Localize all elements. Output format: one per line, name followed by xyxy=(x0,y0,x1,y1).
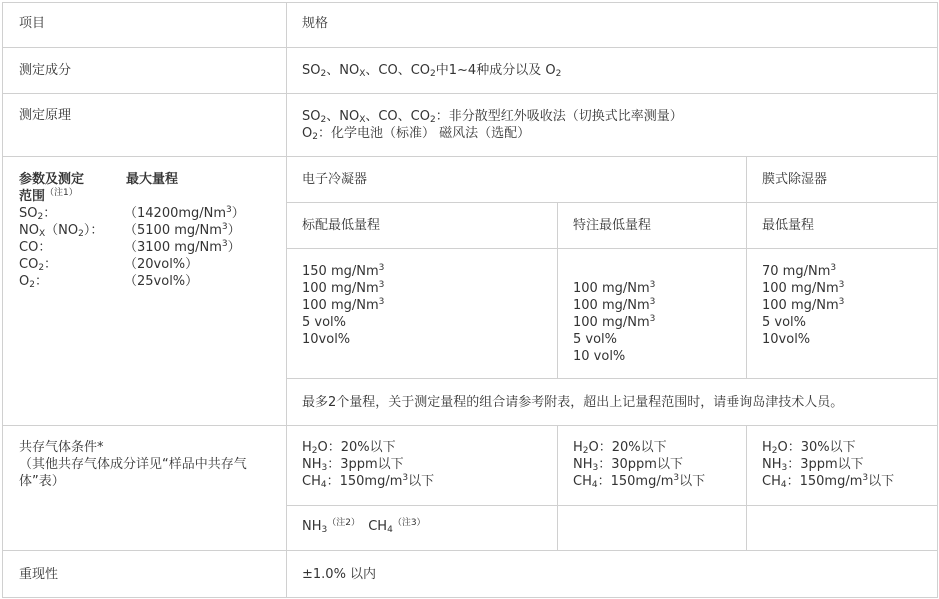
special-min-value: 100 mg/Nm$^3$ xyxy=(573,297,656,313)
special-min-value: 100 mg/Nm$^3$ xyxy=(573,314,656,330)
coexist-h2o: $H_2O$：30%以下 xyxy=(762,440,856,456)
measure-components-value: $SO_2$、$NO_X$、CO、$CO_2$中1~4种成分以及 $O_2$ xyxy=(302,63,562,79)
coexist-ch4: $CH_4$：$150mg/m^3$以下 xyxy=(302,473,435,490)
special-min-value: 100 mg/Nm$^3$ xyxy=(573,280,656,296)
coexist-nh3: $NH_3$：3ppm以下 xyxy=(302,457,404,473)
coexist-label: 共存气体条件* （其他共存气体成分详见“样品中共存气 体”表） xyxy=(19,440,247,489)
gas-so2: $SO_2$： xyxy=(19,206,57,222)
measure-components-label: 测定成分 xyxy=(19,63,72,78)
row-divider xyxy=(2,156,938,157)
col-divider xyxy=(2,2,3,598)
std-min-values xyxy=(302,263,384,348)
row-divider xyxy=(286,248,938,249)
coexist-nh3: $NH_3$：3ppm以下 xyxy=(762,457,864,473)
membrane-min-value: 100 mg/Nm$^3$ xyxy=(762,280,845,296)
row-divider xyxy=(2,93,938,94)
max-range-list xyxy=(124,205,245,290)
cooler-header: 电子冷凝器 xyxy=(302,172,368,187)
membrane-min-values xyxy=(762,263,844,348)
special-min-value: 5 vol% xyxy=(573,332,618,347)
principle-line-1: $SO_2$、$NO_X$、CO、$CO_2$：非分散型红外吸收法（切换式比率测量） xyxy=(302,109,683,125)
gas-o2: $O_2$： xyxy=(19,274,48,290)
repeatability-label: 重现性 xyxy=(19,567,59,582)
row-divider xyxy=(286,202,938,203)
row-divider xyxy=(286,505,938,506)
membrane-header: 膜式除湿器 xyxy=(762,172,828,187)
membrane-min-value: 70 mg/Nm$^3$ xyxy=(762,263,837,279)
special-min-values xyxy=(573,280,655,365)
measure-principle-label: 测定原理 xyxy=(19,108,72,123)
membrane-min-value: 10vol% xyxy=(762,332,811,347)
header-spec: 规格 xyxy=(302,16,329,31)
max-range-header: 最大量程 xyxy=(126,172,179,187)
row-divider xyxy=(2,47,938,48)
coexist-std xyxy=(302,439,434,490)
std-min-value: 150 mg/Nm$^3$ xyxy=(302,263,385,279)
repeatability-value: ±1.0% 以内 xyxy=(302,567,377,582)
coexist-h2o: $H_2O$：20%以下 xyxy=(302,440,396,456)
gas-co2: $CO_2$： xyxy=(19,257,58,273)
gas-list xyxy=(19,205,103,290)
coexist-nh3: $NH_3$：30ppm以下 xyxy=(573,457,683,473)
special-min-header: 特注最低量程 xyxy=(573,218,652,233)
special-min-value: 10 vol% xyxy=(573,349,626,364)
max-range-o2: （25vol%） xyxy=(124,274,199,289)
range-note: 最多2个量程，关于测定量程的组合请参考附表，超出上记量程范围时，请垂询岛津技术人员。 xyxy=(302,395,844,410)
col-divider xyxy=(286,2,287,598)
membrane-min-value: 100 mg/Nm$^3$ xyxy=(762,297,845,313)
max-range-so2: （14200mg/Nm$^3$） xyxy=(124,205,245,221)
col-divider xyxy=(746,156,747,378)
params-label: 参数及测定 范围$^{(注1)}$ xyxy=(19,172,85,204)
coexist-ch4: $CH_4$：$150mg/m^3$以下 xyxy=(762,473,895,490)
max-range-co2: （20vol%） xyxy=(124,257,199,272)
std-min-value: 10vol% xyxy=(302,332,351,347)
principle-line-2: $O_2$：化学电池（标准） 磁风法（选配） xyxy=(302,126,531,142)
std-min-value: 100 mg/Nm$^3$ xyxy=(302,280,385,296)
coexist-h2o: $H_2O$：20%以下 xyxy=(573,440,667,456)
gas-nox: $NO_X(NO_2)$： xyxy=(19,223,104,239)
col-divider xyxy=(557,425,558,551)
coexist-special xyxy=(573,439,705,490)
coexist-notes: $NH_3^{(注2)}$ $CH_4^{(注3)}$ xyxy=(302,518,426,535)
row-divider xyxy=(2,425,938,426)
row-divider xyxy=(2,550,938,551)
std-min-header: 标配最低量程 xyxy=(302,218,381,233)
coexist-membrane xyxy=(762,439,894,490)
std-min-value: 100 mg/Nm$^3$ xyxy=(302,297,385,313)
coexist-ch4: $CH_4$：$150mg/m^3$以下 xyxy=(573,473,706,490)
max-range-nox: （5100 mg/Nm$^3$） xyxy=(124,222,241,238)
gas-co: CO： xyxy=(19,240,52,255)
membrane-min-value: 5 vol% xyxy=(762,315,807,330)
col-divider xyxy=(937,2,938,598)
measure-principle-value xyxy=(302,108,683,142)
row-divider xyxy=(2,597,938,598)
col-divider xyxy=(557,202,558,378)
header-item: 项目 xyxy=(19,16,46,31)
max-range-co: （3100 mg/Nm$^3$） xyxy=(124,239,241,255)
row-divider xyxy=(2,2,938,3)
col-divider xyxy=(746,425,747,551)
std-min-value: 5 vol% xyxy=(302,315,347,330)
row-divider xyxy=(286,378,938,379)
min-header: 最低量程 xyxy=(762,218,815,233)
